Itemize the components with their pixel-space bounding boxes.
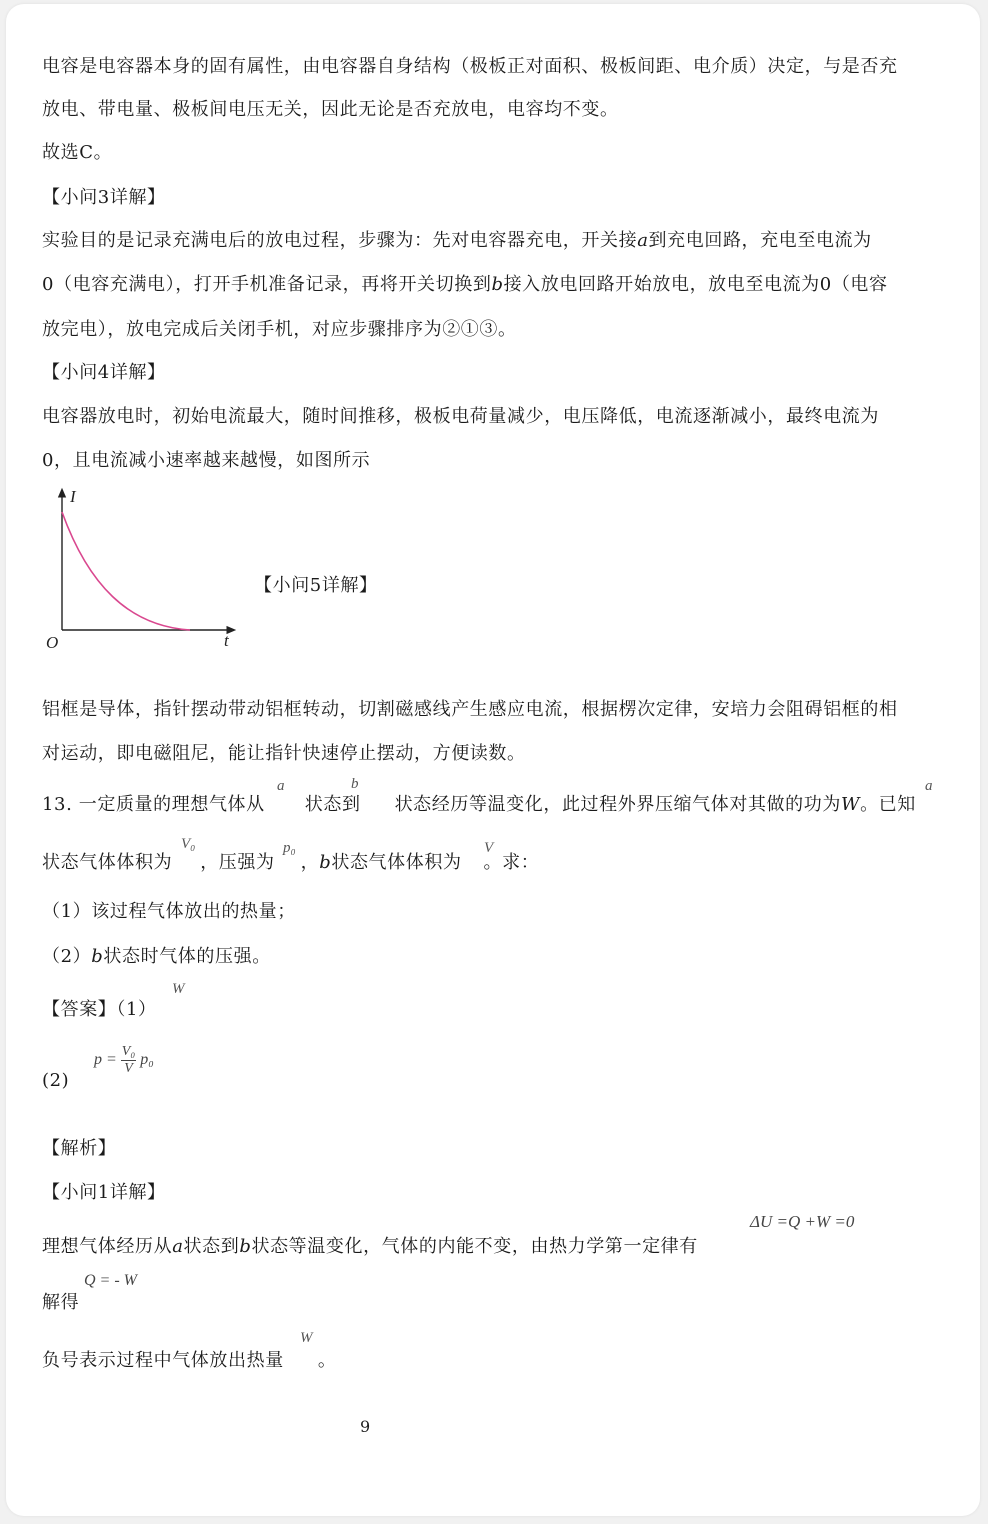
paragraph-line: 电容器放电时，初始电流最大，随时间推移，极板电荷量减少，电压降低，电流逐渐减小，最终电流为 bbox=[42, 406, 879, 427]
volume-v-symbol: V bbox=[484, 840, 494, 856]
first-law-formula: ΔU =Q +W =0 bbox=[750, 1212, 855, 1231]
page-number: 9 bbox=[360, 1417, 371, 1436]
question-line: 状态气体体积为 ，压强为 ，b状态气体体积为 。求： bbox=[42, 852, 540, 873]
heat-w-symbol: W bbox=[300, 1330, 313, 1346]
paragraph-line: 铝框是导体，指针摆动带动铝框转动，切割磁感线产生感应电流，根据楞次定律，安培力会阻碍铝框的相 bbox=[42, 699, 898, 720]
paragraph-line: 0（电容充满电），打开手机准备记录，再将开关切换到b接入放电回路开始放电，放电至电流为0（电容 bbox=[42, 274, 888, 295]
question-item: （1）该过程气体放出的热量； bbox=[42, 901, 296, 922]
discharge-current-graph bbox=[40, 484, 240, 654]
x-axis-label: t bbox=[224, 631, 229, 650]
volume-v0-symbol: V₀ bbox=[181, 836, 196, 852]
section-heading: 【小问1详解】 bbox=[42, 1182, 166, 1203]
state-a-symbol: a bbox=[277, 778, 285, 794]
origin-label: O bbox=[46, 633, 59, 652]
state-b-symbol: b bbox=[351, 776, 359, 792]
state-a-symbol: a bbox=[925, 778, 933, 794]
paragraph-line: 故选C。 bbox=[42, 142, 113, 163]
section-heading: 【小问3详解】 bbox=[42, 187, 166, 208]
discharge-curve bbox=[62, 512, 190, 630]
question-line: 13. 一定质量的理想气体从 状态到 状态经历等温变化，此过程外界压缩气体对其做的功为W。已知 bbox=[42, 794, 916, 815]
paragraph-line: 实验目的是记录充满电后的放电过程，步骤为：先对电容器充电，开关接a到充电回路，充电至电流为 bbox=[42, 230, 872, 251]
section-heading: 【小问5详解】 bbox=[254, 575, 378, 596]
y-axis-label: I bbox=[70, 487, 76, 506]
paragraph-line: 负号表示过程中气体放出热量 。 bbox=[42, 1350, 337, 1371]
paragraph-line: 放电、带电量、极板间电压无关，因此无论是否充放电，电容均不变。 bbox=[42, 99, 619, 120]
question-item: （2）b状态时气体的压强。 bbox=[42, 946, 271, 967]
pressure-p0-symbol: p₀ bbox=[283, 840, 296, 856]
paragraph-line: 理想气体经历从a状态到b状态等温变化，气体的内能不变，由热力学第一定律有 bbox=[42, 1236, 698, 1257]
paragraph-line: 解得 bbox=[42, 1292, 80, 1313]
answer-label: (2) bbox=[42, 1070, 70, 1091]
paragraph-line: 对运动，即电磁阻尼，能让指针快速停止摆动，方便读数。 bbox=[42, 743, 526, 764]
section-heading: 【小问4详解】 bbox=[42, 362, 166, 383]
section-heading: 【解析】 bbox=[42, 1138, 117, 1159]
paragraph-line: 放完电），放电完成后关闭手机，对应步骤排序为②①③。 bbox=[42, 319, 517, 340]
paragraph-line: 电容是电容器本身的固有属性，由电容器自身结构（极板正对面积、极板间距、电介质）决定，与是否充 bbox=[42, 56, 898, 77]
pressure-formula: p = $\frac{\text{V₀}}{V}$ p₀ bbox=[94, 1044, 154, 1076]
answer-w-symbol: W bbox=[172, 981, 185, 997]
heat-solution-formula: Q = - W bbox=[84, 1272, 138, 1289]
answer-label: 【答案】（1） bbox=[42, 999, 157, 1020]
paragraph-line: 0，且电流减小速率越来越慢，如图所示 bbox=[42, 450, 371, 471]
